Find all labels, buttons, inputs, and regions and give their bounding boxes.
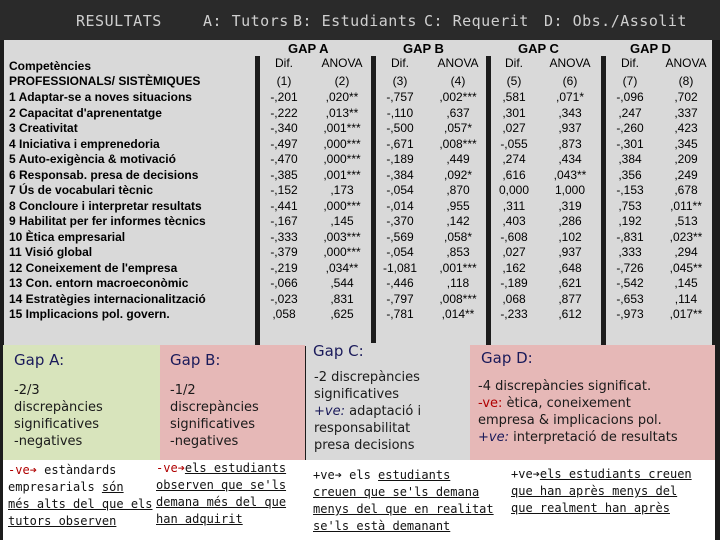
gap-c-text: -2 discrepàncies significatives +ve: adaptació i responsabilitat presa decisions [314,370,422,453]
table-cell: -,201 [270,90,298,104]
row-label: 1 Adaptar-se a noves situacions [9,90,192,104]
table-cell: ,092* [443,167,473,182]
table-cell: ,145 [674,276,698,290]
table-cell: ,333 [618,245,642,259]
header-resultats: RESULTATS [76,12,162,30]
table-cell: -,110 [386,105,414,120]
table-cell: ,008*** [439,291,477,306]
row-label: 6 Responsab. presa de decisions [9,167,199,182]
table-cell: ,311 [502,198,526,213]
table-cell: ,423 [674,121,698,135]
table-cell: ,057* [443,121,473,135]
table-cell: ,612 [558,307,582,321]
gap-header: GAP D [630,41,671,56]
table-cell: ,449 [446,152,470,166]
table-cell: ,513 [674,214,698,228]
header-c: C: Requerit [424,12,529,30]
header-b: B: Estudiants [293,12,417,30]
table-cell: ,045** [669,260,703,275]
table-cell: -,385 [270,167,298,182]
table-cell: ,294 [674,245,698,259]
table-cell: ,637 [446,105,470,120]
table-cell: ,621 [558,276,582,290]
header-d: D: Obs./Assolit [544,12,687,30]
table-cell: ,000*** [323,245,361,259]
table-cell: ,319 [558,198,582,213]
table-cell: -,153 [616,183,644,197]
column-subheader: ANOVA [321,56,363,70]
column-subheader: Dif. [621,56,639,70]
table-cell: ,001*** [323,167,361,182]
divider [371,56,376,346]
column-number: (1) [276,74,292,88]
column-subheader: Dif. [505,56,523,70]
table-cell: ,870 [446,183,470,197]
table-cell: ,142 [446,214,470,228]
table-cell: ,058* [443,229,473,244]
bottom-d-text: +ve➔els estudiants creuen que han après menys del que realment han après [511,467,692,515]
row-label: 12 Coneixement de l'empresa [9,260,178,275]
bottom-b-text: -ve➔els estudiants observen que se'ls demana més del que han adquirit [156,461,287,526]
table-cell: ,058 [272,307,296,321]
table-cell: -,973 [616,307,644,321]
table-cell: ,247 [618,105,642,120]
table-cell: -,340 [270,121,298,135]
table-cell: 1,000 [554,183,586,197]
table-cell: -,781 [386,307,414,321]
table-cell: ,003*** [323,229,361,244]
table-cell: ,343 [558,105,582,120]
table-cell: ,853 [446,245,470,259]
divider [486,56,491,346]
row-label: 3 Creativitat [9,121,78,135]
table-cell: ,020** [325,90,359,104]
table-cell: ,544 [330,276,354,290]
table-cell: ,345 [674,136,698,151]
competencies-header: Competències [9,59,92,73]
table-cell: -,189 [386,152,414,166]
table-cell: 0,000 [498,183,530,197]
table-cell: -,446 [386,276,414,290]
gap-b-title: Gap B: [170,351,221,369]
table-cell: ,877 [558,291,582,306]
table-cell: ,209 [674,152,698,166]
table-cell: ,001*** [439,260,477,275]
table-cell: ,173 [330,183,354,197]
table-cell: -,096 [616,90,644,104]
table-cell: -,014 [386,198,414,213]
table-cell: ,625 [330,307,354,321]
table-cell: ,162 [502,260,526,275]
table-cell: -,222 [270,105,298,120]
table-cell: ,648 [558,260,582,275]
table-cell: ,937 [558,245,582,259]
table-cell: ,286 [558,214,582,228]
table-cell: ,071* [555,90,585,104]
table-cell: ,337 [674,105,698,120]
column-number: (2) [334,74,350,88]
table-cell: ,831 [330,291,354,306]
table-cell: ,301 [502,105,526,120]
row-label: 5 Auto-exigència & motivació [9,152,176,166]
gap-header: GAP A [288,41,329,56]
table-cell: ,114 [674,291,698,306]
gap-c-title: Gap C: [313,342,364,360]
row-label: 2 Capacitat d'aprenentatge [9,105,162,120]
column-number: (6) [562,74,578,88]
table-cell: -,333 [270,229,298,244]
row-label: 9 Habilitat per fer informes tècnics [9,214,206,228]
table-cell: -,167 [270,214,298,228]
table-cell: ,017** [669,307,703,321]
table-cell: ,027 [502,121,526,135]
table-cell: ,000*** [323,152,361,166]
row-label: 8 Concloure i interpretar resultats [9,198,202,213]
row-label: 13 Con. entorn macroeconòmic [9,276,189,290]
bottom-a-text: -ve➔ estàndards empresarials són més alts del que els tutors observen [8,463,153,528]
header-bar [0,0,720,40]
table-cell: -,497 [270,136,298,151]
gap-header: GAP B [403,41,444,56]
table-cell: ,753 [618,198,642,213]
table-cell: ,027 [502,245,526,259]
gap-header: GAP C [518,41,559,56]
gap-d-text: -4 discrepàncies significat. -ve: ètica, coneixement empresa & implicacions pol. +ve: interpretació de resultats [478,379,678,445]
category-header: PROFESSIONALS/ SISTÈMIQUES [9,74,201,88]
table-cell: -,608 [500,229,528,244]
table-cell: ,403 [502,214,526,228]
column-subheader: ANOVA [665,56,707,70]
table-cell: ,000*** [323,136,361,151]
gap-a-text: -2/3 discrepàncies significatives -negatives [14,383,103,449]
table-cell: ,043** [553,167,587,182]
column-number: (5) [506,74,522,88]
table-cell: -,189 [500,276,528,290]
table-cell: -,500 [386,121,414,135]
gap-d-title: Gap D: [481,349,533,367]
table-cell: ,023** [669,229,703,244]
table-cell: -,569 [386,229,414,244]
table-cell: -,384 [386,167,414,182]
table-cell: -1,081 [382,260,418,275]
table-cell: ,955 [446,198,470,213]
column-subheader: Dif. [391,56,409,70]
divider [601,56,606,346]
table-cell: -,370 [386,214,414,228]
table-cell: -,233 [500,307,528,321]
table-cell: ,001*** [323,121,361,135]
gap-b-text: -1/2 discrepàncies significatives -negatives [170,383,259,449]
column-subheader: ANOVA [437,56,479,70]
table-cell: ,702 [674,90,698,104]
table-cell: -,054 [386,183,414,197]
column-number: (7) [622,74,638,88]
table-cell: ,274 [502,152,526,166]
column-number: (3) [392,74,408,88]
table-cell: -,726 [616,260,644,275]
header-a: A: Tutors [203,12,289,30]
table-cell: -,379 [270,245,298,259]
table-cell: ,102 [558,229,582,244]
table-cell: -,441 [270,198,298,213]
table-cell: ,011** [670,198,702,213]
table-cell: ,873 [558,136,582,151]
row-label: 10 Ètica empresarial [9,229,126,244]
table-cell: ,616 [502,167,526,182]
table-cell: -,542 [616,276,644,290]
table-cell: -,055 [500,136,528,151]
divider [255,56,260,346]
table-cell: ,068 [502,291,526,306]
table-cell: ,008*** [439,136,477,151]
table-cell: ,013** [325,105,359,120]
table-cell: -,260 [616,121,644,135]
table-cell: -,066 [270,276,298,290]
table-cell: -,797 [386,291,414,306]
table-cell: -,023 [270,291,298,306]
table-cell: ,000*** [323,198,361,213]
table-cell: ,014** [441,307,475,321]
row-label: 4 Iniciativa i emprenedoria [9,136,160,151]
table-cell: ,356 [618,167,642,182]
row-label: 15 Implicacions pol. govern. [9,307,170,321]
table-cell: -,757 [386,90,414,104]
table-cell: ,581 [502,90,526,104]
table-cell: -,301 [616,136,644,151]
table-cell: ,192 [618,214,642,228]
table-cell: -,219 [270,260,298,275]
table-cell: ,002*** [439,90,477,104]
table-cell: -,470 [270,152,298,166]
bottom-c-text: +ve➔ els estudiants creuen que se'ls demana menys del que en realitat se'ls està demanant [313,468,494,533]
column-subheader: ANOVA [549,56,591,70]
table-cell: -,671 [386,136,414,151]
gap-a-title: Gap A: [14,351,65,369]
table-cell: -,831 [616,229,644,244]
table-cell: -,152 [270,183,298,197]
table-cell: ,937 [558,121,582,135]
table-cell: ,145 [330,214,354,228]
table-cell: ,384 [618,152,642,166]
table-cell: -,054 [386,245,414,259]
column-number: (8) [678,74,694,88]
table-cell: ,118 [446,276,470,290]
table-cell: -,653 [616,291,644,306]
row-label: 7 Ús de vocabulari tècnic [9,183,154,197]
column-subheader: Dif. [275,56,293,70]
table-cell: ,034** [325,260,359,275]
row-label: 14 Estratègies internacionalització [9,291,206,306]
table-cell: ,434 [558,152,582,166]
table-cell: ,249 [674,167,698,182]
row-label: 11 Visió global [9,245,93,259]
table-cell: ,678 [674,183,698,197]
column-number: (4) [450,74,466,88]
